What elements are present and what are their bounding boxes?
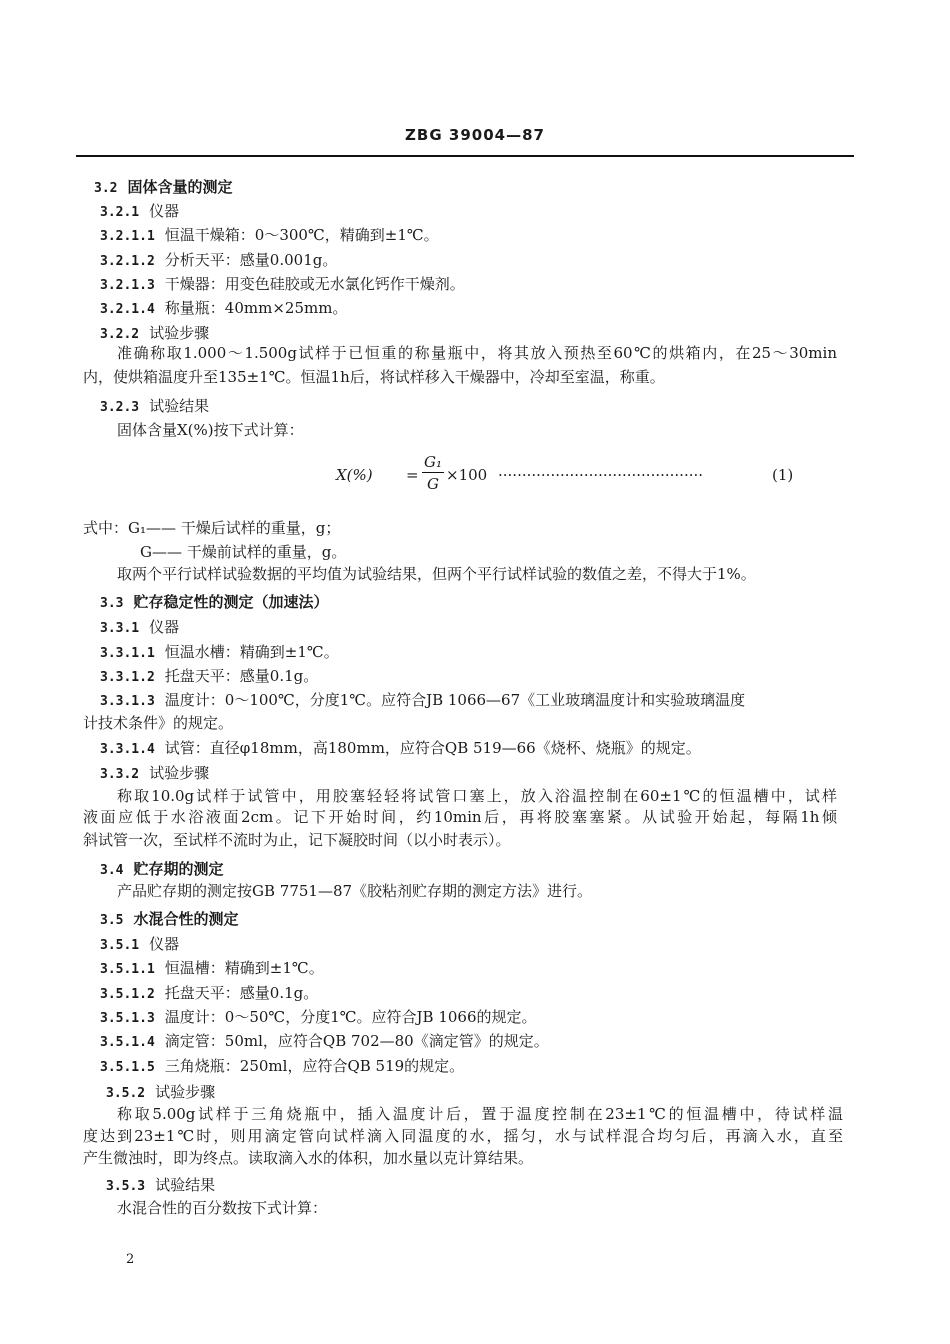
line-text: 取两个平行试样试验数据的平均值为试验结果，但两个平行试样试验的数值之差，不得大于1%。 [117,565,756,583]
paragraph-line [117,420,304,440]
clause-number: 3.5.1.3 [100,1011,155,1026]
line-text: 称取10.0g试样于试管中，用胶塞轻轻将试管口塞上，放入浴温控制在60±1℃的恒温槽中，试样 [117,787,837,805]
line-text: 固体含量X(%)按下式计算： [117,421,304,439]
line-text: 试验步骤 [155,1083,216,1101]
clause-3-5-1-3 [100,1007,537,1029]
clause-number: 3.5.1.5 [100,1060,155,1075]
standard-code-header: ZBG 39004—87 [405,126,545,144]
clause-number: 3.2.1.3 [100,278,155,293]
section-heading: 贮存期的测定 [133,860,224,878]
clause-3-2-1-2 [100,250,337,272]
clause-number: 3.2.1.2 [100,254,155,269]
line-text: 度达到23±1℃时，则用滴定管向试样滴入同温度的水，摇匀，水与试样混合均匀后，再滴入水，直至 [83,1127,843,1145]
clause-number: 3.5.1.4 [100,1035,155,1050]
paragraph-line [117,1198,327,1218]
clause-number: 3.5.2 [106,1086,146,1101]
clause-3-5-1-1 [100,958,324,980]
clause-number: 3.3.2 [100,767,140,782]
clause-3-5-1-2 [100,983,318,1005]
formula-1 [336,452,816,502]
page-number: 2 [126,1252,135,1267]
clause-number: 3.3 [100,596,124,611]
clause-number: 3.5.3 [106,1179,146,1194]
clause-number: 3.2.1.1 [100,229,155,244]
line-text: 托盘天平：感量0.1g。 [164,984,319,1002]
clause-number: 3.5.1.1 [100,962,155,977]
clause-number: 3.5.1 [100,938,140,953]
line-text: 内，使烘箱温度升至135±1℃。恒温1h后，将试样移入干燥器中，冷却至室温，称重。 [83,368,665,386]
formula-fraction [422,452,444,493]
clause-number: 3.2.1 [100,205,140,220]
paragraph-line [83,367,665,387]
clause-number: 3.5 [100,913,124,928]
line-text: 仪器 [149,618,180,636]
clause-3-2-1-4 [100,298,347,320]
clause-3-5-1-4 [100,1031,549,1053]
clause-3-3-1 [100,617,179,639]
line-text: 液面应低于水浴液面2cm。记下开始时间，约10min后，再将胶塞塞紧。从试验开始起，每隔1h倾 [83,808,837,826]
clause-3-5 [100,909,239,931]
paragraph-line [83,1126,843,1146]
clause-3-2-1-3 [100,274,465,296]
line-text: 称取5.00g试样于三角烧瓶中，插入温度计后，置于温度控制在23±1℃的恒温槽中，待试样温 [117,1105,843,1123]
line-text: 水混合性的百分数按下式计算： [117,1199,328,1217]
section-heading: 固体含量的测定 [127,178,233,196]
line-text: 式中：G₁—— 干燥后试样的重量，g； [83,519,341,537]
formula-equals: = [406,466,419,484]
section-heading: 贮存稳定性的测定（加速法） [133,593,329,611]
clause-number: 3.5.1.2 [100,987,155,1002]
clause-3-5-1-5 [100,1056,464,1078]
paragraph-line [83,1148,533,1168]
header-rule [76,155,854,157]
paragraph-line [117,786,837,806]
line-text: 试验结果 [155,1176,216,1194]
paragraph-line [83,830,511,850]
line-text: 恒温干燥箱：0～300℃，精确到±1℃。 [164,226,439,244]
line-text: 试验步骤 [149,324,210,342]
line-text: 恒温水槽：精确到±1℃。 [164,643,339,661]
clause-3-3-1-3 [100,690,745,712]
clause-3-3-1-2 [100,666,318,688]
paragraph-line [117,881,592,901]
clause-number: 3.2.1.4 [100,302,155,317]
clause-3-3-2 [100,763,209,785]
line-text: 三角烧瓶：250ml，应符合QB 519的规定。 [164,1057,465,1075]
clause-number: 3.4 [100,863,124,878]
formula-leader-dots: ··········································· [498,466,704,484]
paragraph-line [83,713,233,733]
clause-number: 3.3.1.3 [100,694,155,709]
clause-number: 3.2.2 [100,327,140,342]
clause-3-4 [100,859,224,881]
clause-3-5-2 [106,1082,215,1104]
line-text: 滴定管：50ml，应符合QB 702—80《滴定管》的规定。 [164,1032,549,1050]
line-text: 温度计：0～50℃，分度1℃。应符合JB 1066的规定。 [164,1008,537,1026]
clause-3-5-1 [100,934,179,956]
line-text: G—— 干燥前试样的重量，g。 [140,543,347,561]
clause-3-5-3 [106,1175,215,1197]
clause-3-3-1-1 [100,642,339,664]
formula-number: (1) [772,466,794,484]
paragraph-line [117,564,756,584]
line-text: 分析天平：感量0.001g。 [164,251,338,269]
clause-number: 3.2 [94,181,118,196]
formula-numerator: G₁ [424,453,442,471]
paragraph-line [83,518,340,538]
clause-number: 3.3.1.4 [100,742,155,757]
line-text: 仪器 [149,202,180,220]
line-text: 产生微浊时，即为终点。读取滴入水的体积，加水量以克计算结果。 [83,1149,534,1167]
line-text: 干燥器：用变色硅胶或无水氯化钙作干燥剂。 [164,275,465,293]
formula-denominator: G [427,475,439,493]
clause-number: 3.3.1.1 [100,646,155,661]
line-text: 称量瓶：40mm×25mm。 [164,299,348,317]
clause-number: 3.3.1 [100,621,140,636]
line-text: 托盘天平：感量0.1g。 [164,667,319,685]
line-text: 温度计：0～100℃，分度1℃。应符合JB 1066—67《工业玻璃温度计和实验玻璃温度 [164,691,746,709]
paragraph-line [117,343,837,363]
line-text: 试验步骤 [149,764,210,782]
line-text: 仪器 [149,935,180,953]
clause-3-3 [100,592,329,614]
clause-3-2 [94,177,233,199]
section-heading: 水混合性的测定 [133,910,239,928]
clause-3-2-1 [100,201,179,223]
clause-3-2-3 [100,396,209,418]
formula-multiplier: ×100 [446,466,488,484]
formula-lhs: X(%) [336,466,373,484]
line-text: 斜试管一次，至试样不流时为止，记下凝胶时间（以小时表示）。 [83,831,511,849]
clause-number: 3.3.1.2 [100,670,155,685]
clause-number: 3.2.3 [100,400,140,415]
line-text: 试验结果 [149,397,210,415]
line-text: 恒温槽：精确到±1℃。 [164,959,324,977]
line-text: 产品贮存期的测定按GB 7751—87《胶粘剂贮存期的测定方法》进行。 [117,882,593,900]
line-text: 计技术条件》的规定。 [83,714,234,732]
line-text: 试管：直径φ18mm，高180mm，应符合QB 519—66《烧杯、烧瓶》的规定。 [164,739,701,757]
paragraph-line [140,542,346,562]
clause-3-2-2 [100,323,209,345]
clause-3-3-1-4 [100,738,701,760]
line-text: 准确称取1.000～1.500g试样于已恒重的称量瓶中，将其放入预热至60℃的烘箱内，在25～30min [117,344,837,362]
paragraph-line [83,807,837,827]
paragraph-line [117,1104,843,1124]
clause-3-2-1-1 [100,225,439,247]
